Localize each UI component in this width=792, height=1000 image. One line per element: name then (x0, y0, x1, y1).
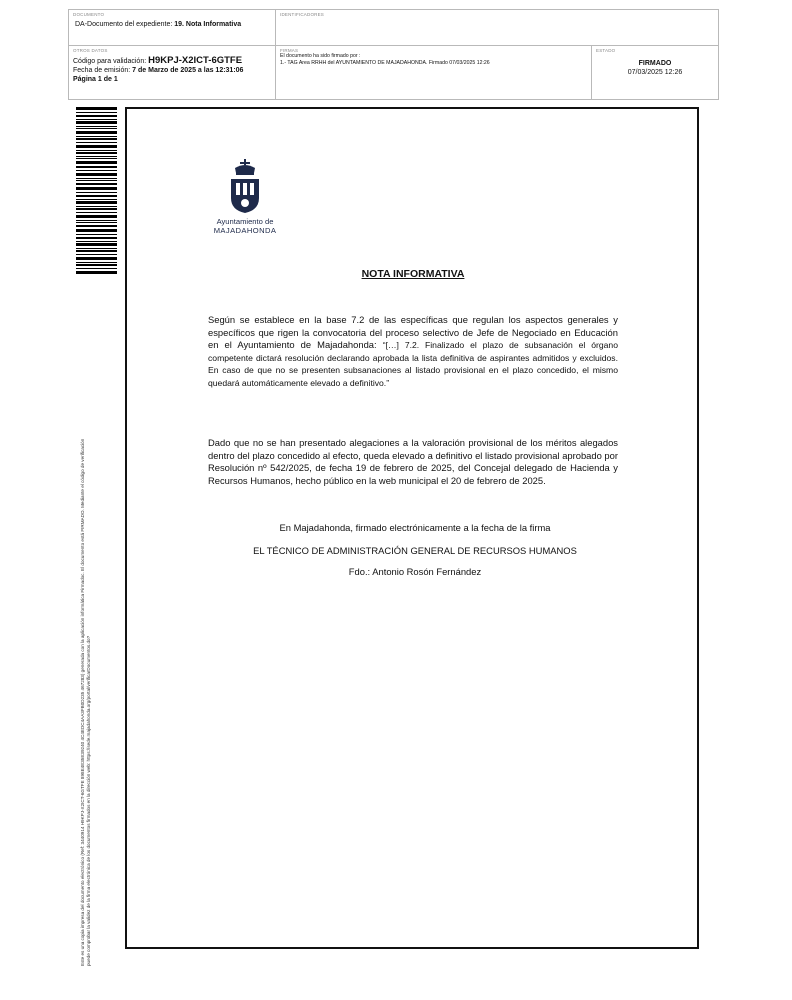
identificadores-cell (276, 10, 718, 46)
paragraph-1-main: Según se establece en la base 7.2 de las específicas que regulan los aspectos generales y específicos que rigen la convocatoria del proceso selectivo de Jefe de Negociado en Educación en el Ayuntamiento de Majadahonda: (208, 314, 618, 351)
shield-icon (231, 179, 259, 213)
sign-role: EL TÉCNICO DE ADMINISTRACIÓN GENERAL DE RECURSOS HUMANOS (253, 545, 577, 556)
fecha-prefix: Fecha de emisión: (73, 67, 133, 74)
document-title: NOTA INFORMATIVA (361, 268, 465, 280)
sign-name: Fdo.: Antonio Rosón Fernández (348, 566, 482, 577)
barcode (76, 107, 117, 276)
paragraph-1-quote: “[…] 7.2. Finalizado el plazo de subsanación el órgano competente dictará resolución declarando aprobada la lista definitiva de aspirantes admitidos y excluidos. En caso de que no se presenten subsanaciones al listado provisional en el plazo concedido, el mismo quedará automáticamente elevado a definitivo.” (208, 340, 618, 388)
paragraph-2: Dado que no se han presentado alegaciones a la valoración provisional de los méritos alegados dentro del plazo concedido al efecto, queda elevado a definitivo el listado provisional aprobado por Resolución nº 542/2025, de fecha 19 de febrero de 2025, del Concejal delegado de Hacienda y Recursos Humanos, hecho público en la web municipal el 20 de febrero de 2025. (208, 437, 618, 486)
estado-status: FIRMADO (638, 60, 672, 67)
logo-line1: Ayuntamiento de (216, 217, 274, 226)
logo-line2: MAJADAHONDA (213, 226, 277, 235)
document-header (68, 9, 719, 100)
identificadores-label: IDENTIFICADORES (280, 12, 325, 17)
documento-label: DOCUMENTO (73, 12, 105, 17)
otros-datos-cell (69, 46, 276, 100)
firmas-entry: 1.- TAG Area RRHH del AYUNTAMIENTO DE MAJADAHONDA. Firmado 07/03/2025 12:26 (280, 60, 490, 66)
ayuntamiento-logo (207, 158, 283, 238)
pagina: Página 1 de 1 (73, 76, 118, 83)
crown-icon (235, 159, 255, 175)
fecha-line (73, 66, 271, 75)
otros-label: OTROS DATOS (73, 48, 108, 53)
firmas-intro: El documento ha sido firmado por : (280, 53, 361, 59)
side-text-line2: puede comprobar la validez de la firma electrónica de los documentos firmados en la dirección web: https://sede.majadahonda.org/portal/verificarDocumentos.do? (86, 635, 91, 966)
estado-label: ESTADO (596, 48, 616, 53)
paragraph-1 (208, 314, 618, 390)
fecha-value: 7 de Marzo de 2025 a las 12:31:06 (132, 67, 244, 74)
validation-code: H9KPJ-X2ICT-6GTFE (148, 55, 243, 66)
firmas-cell (276, 46, 592, 100)
documento-prefix: DA-Documento del expediente: (75, 21, 175, 28)
documento-cell (69, 10, 276, 46)
documento-value (73, 20, 271, 29)
side-text-line1: Este es una copia impresa del documento electrónico (Ref: 3440914 H9KPJ-X2ICT-6GTFE 898E4E35E39240 4C4EDC4AA3FB0D235 467283) generada con la aplicación informática Firmadoc. El documento está FIRMADO. Mediante el código de verificación (80, 438, 85, 966)
estado-value (596, 59, 714, 77)
codigo-line (73, 56, 271, 66)
firmas-label: FIRMAS (280, 48, 299, 53)
estado-fecha: 07/03/2025 12:26 (627, 69, 683, 76)
estado-cell (592, 46, 718, 100)
sign-place: En Majadahonda, firmado electrónicamente a la fecha de la firma (279, 522, 551, 533)
verification-side-text (80, 276, 92, 966)
documento-name: 19. Nota Informativa (174, 21, 242, 28)
codigo-prefix: Código para validación: (73, 58, 149, 65)
